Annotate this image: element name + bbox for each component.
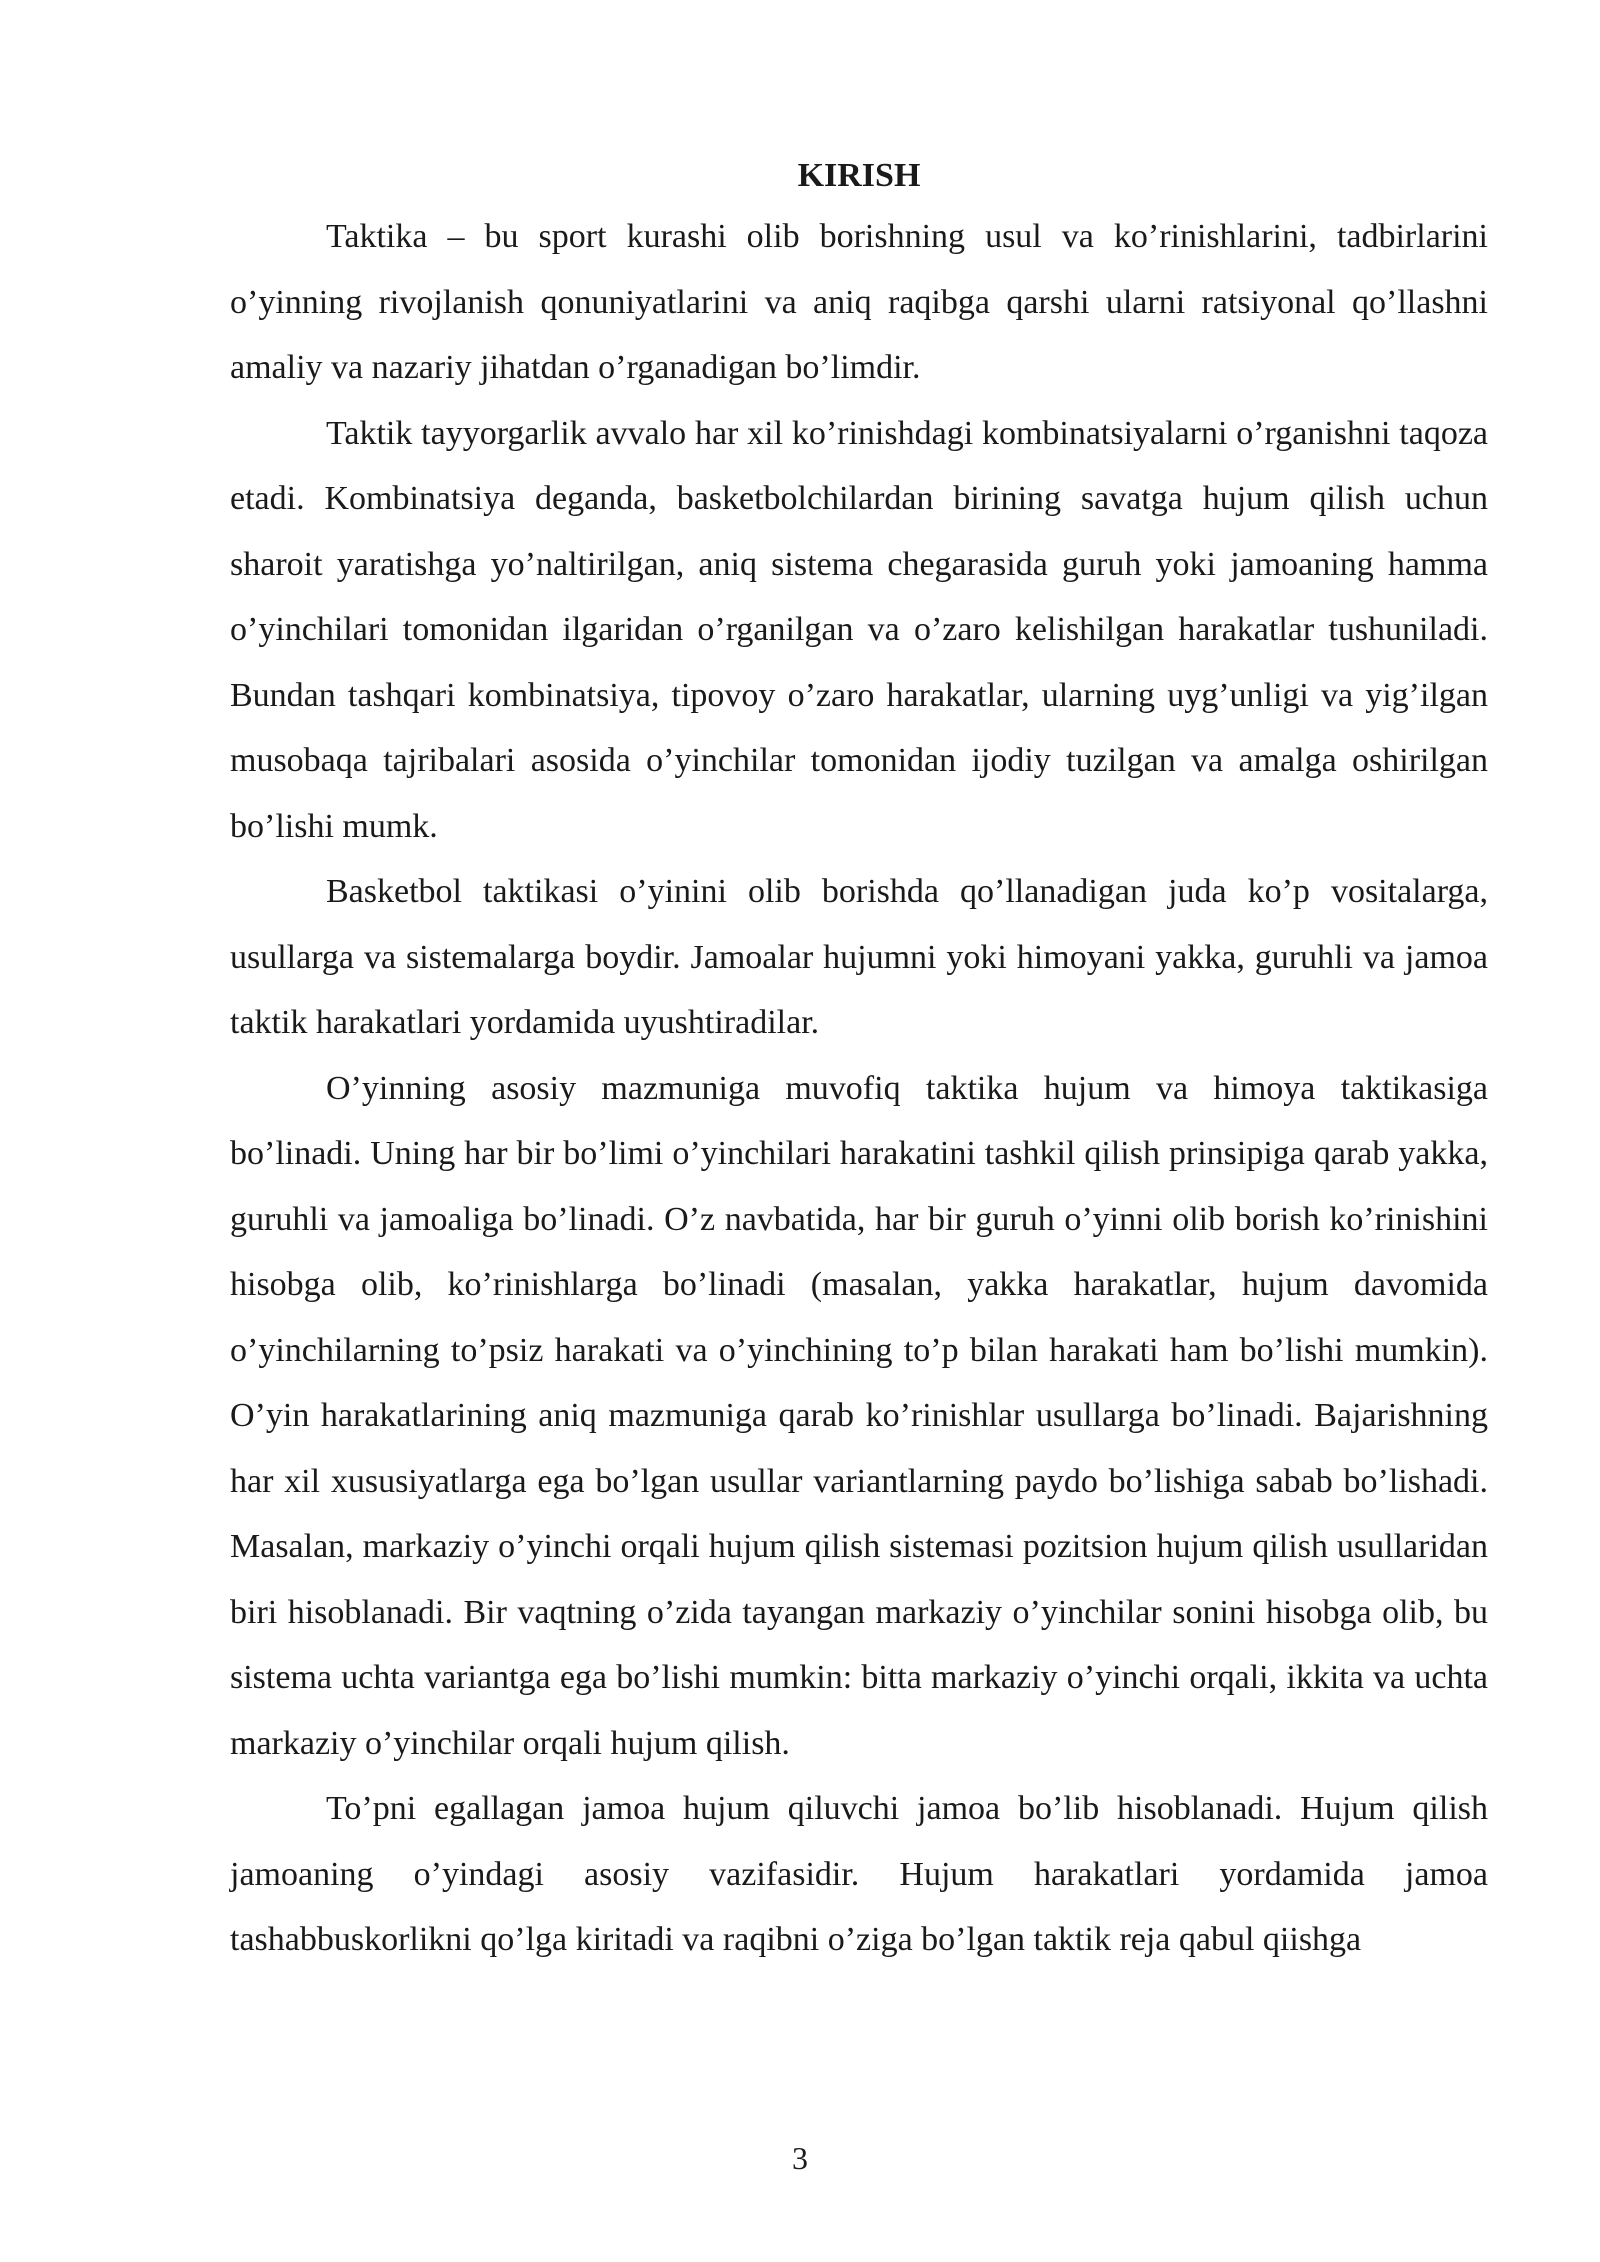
paragraph-5: To’pni egallagan jamoa hujum qiluvchi jamoa bo’lib hisoblanadi. Hujum qilish jamoaning o’yindagi asosiy vazifasidir. Hujum harakatlari yordamida jamoa tashabbuskorlikni qo’lga kiritadi va raqibni o’ziga bo’lgan taktik reja qabul qiishga [230,1790,1488,1958]
document-body [230,148,1488,1973]
page-number: 3 [792,2140,808,2176]
paragraph-3: Basketbol taktikasi o’yinini olib borishda qo’llanadigan juda ko’p vositalarga, usullarga va sistemalarga boydir. Jamoalar hujumni yoki himoyani yakka, guruhli va jamoa taktik harakatlari yordamida uyushtiradilar. [230,873,1488,1041]
section-title: KIRISH [797,157,921,194]
paragraph-1: Taktika – bu sport kurashi olib borishning usul va ko’rinishlarini, tadbirlarini o’yinning rivojlanish qonuniyatlarini va aniq raqibga qarshi ularni ratsiyonal qo’llashni amaliy va nazariy jihatdan o’rganadigan bo’limdir. [230,218,1488,386]
paragraph-2: Taktik tayyorgarlik avvalo har xil ko’rinishdagi kombinatsiyalarni o’rganishni taqoza etadi. Kombinatsiya deganda, basketbolchilardan birining savatga hujum qilish uchun sharoit yaratishga yo’naltirilgan, aniq sistema chegarasida guruh yoki jamoaning hamma o’yinchilari tomonidan ilgaridan o’rganilgan va o’zaro kelishilgan harakatlar tushuniladi. Bundan tashqari kombinatsiya, tipovoy o’zaro harakatlar, ularning uyg’unligi va yig’ilgan musobaqa tajribalari asosida o’yinchilar tomonidan ijodiy tuzilgan va amalga oshirilgan bo’lishi mumk. [230,414,1488,845]
paragraph-4: O’yinning asosiy mazmuniga muvofiq taktika hujum va himoya taktikasiga bo’linadi. Uning har bir bo’limi o’yinchilari harakatini tashkil qilish prinsipiga qarab yakka, guruhli va jamoaliga bo’linadi. O’z navbatida, har bir guruh o’yinni olib borish ko’rinishini hisobga olib, ko’rinishlarga bo’linadi (masalan, yakka harakatlar, hujum davomida o’yinchilarning to’psiz harakati va o’yinchining to’p bilan harakati ham bo’lishi mumkin). O’yin harakatlarining aniq mazmuniga qarab ko’rinishlar usullarga bo’linadi. Bajarishning har xil xususiyatlarga ega bo’lgan usullar variantlarning paydo bo’lishiga sabab bo’lishadi. Masalan, markaziy o’yinchi orqali hujum qilish sistemasi pozitsion hujum qilish usullaridan biri hisoblanadi. Bir vaqtning o’zida tayangan markaziy o’yinchilar sonini hisobga olib, bu sistema uchta variantga ega bo’lishi mumkin: bitta markaziy o’yinchi orqali, ikkita va uchta markaziy o’yinchilar orqali hujum qilish. [230,1069,1488,1762]
